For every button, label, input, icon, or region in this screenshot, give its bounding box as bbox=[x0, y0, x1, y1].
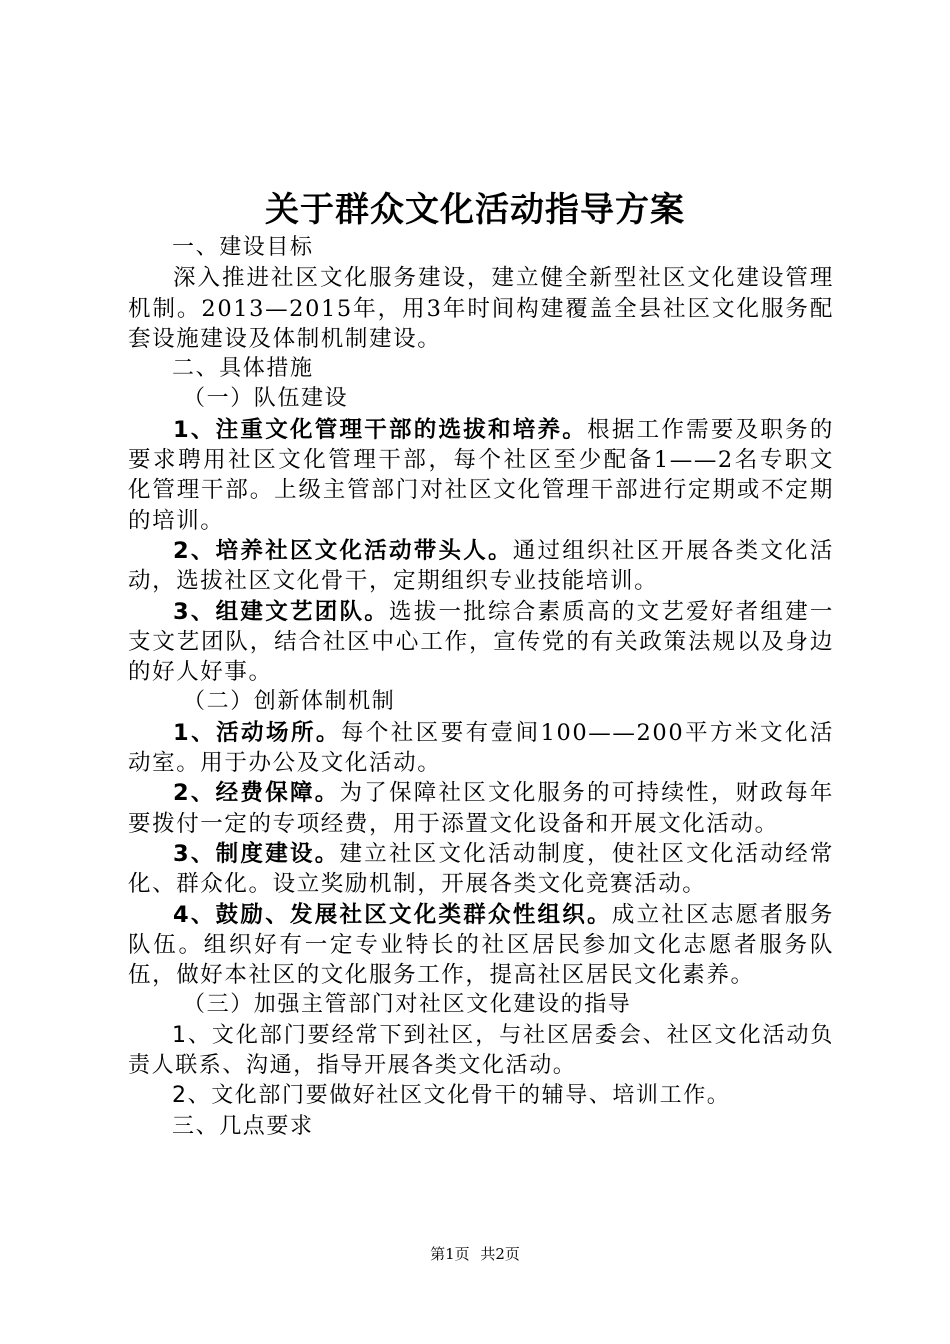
subsection-heading-guidance: （三）加强主管部门对社区文化建设的指导 bbox=[183, 992, 632, 1018]
paragraph-team-1 bbox=[128, 415, 834, 536]
page-total: 共2页 bbox=[480, 1245, 520, 1263]
paragraph-lead: 2、经费保障。 bbox=[173, 780, 340, 807]
paragraph-text: 为了保障社区文化服务的可持续性，财政每年要拨付一定的专项经费，用于添置文化设备和开展文化活动。 bbox=[128, 780, 834, 837]
subsection-heading-mechanism: （二）创新体制机制 bbox=[183, 689, 396, 715]
document-body bbox=[128, 233, 834, 1142]
paragraph-mechanism-4 bbox=[128, 900, 834, 991]
paragraph-team-3 bbox=[128, 597, 834, 688]
paragraph-team-2 bbox=[128, 536, 834, 597]
paragraph-mechanism-2 bbox=[128, 778, 834, 839]
page-number: 第1页 bbox=[430, 1245, 470, 1263]
section-heading-goals: 一、建设目标 bbox=[172, 235, 314, 260]
paragraph-text: 选拔一批综合素质高的文艺爱好者组建一支文艺团队，结合社区中心工作，宣传党的有关政策法规以及身边的好人好事。 bbox=[128, 598, 834, 686]
paragraph-text: 成立社区志愿者服务队伍。组织好有一定专业特长的社区居民参加文化志愿者服务队伍，做好本社区的文化服务工作，提高社区居民文化素养。 bbox=[128, 901, 834, 989]
paragraph-text: 建立社区文化活动制度，使社区文化活动经常化、群众化。设立奖励机制，开展各类文化竞赛活动。 bbox=[128, 840, 834, 898]
paragraph-lead: 2、培养社区文化活动带头人。 bbox=[173, 537, 513, 564]
paragraph-goals: 深入推进社区文化服务建设，建立健全新型社区文化建设管理机制。2013—2015年，用3年时间构建覆盖全县社区文化服务配套设施建设及体制机制建设。 bbox=[128, 265, 834, 352]
paragraph-mechanism-1 bbox=[128, 718, 834, 779]
section-heading-requirements: 三、几点要求 bbox=[172, 1113, 314, 1139]
section-heading-measures: 二、具体措施 bbox=[172, 356, 314, 382]
paragraph-mechanism-3 bbox=[128, 839, 834, 900]
paragraph-lead: 1、注重文化管理干部的选拔和培养。 bbox=[173, 416, 588, 443]
paragraph-lead: 3、制度建设。 bbox=[173, 840, 340, 867]
paragraph-lead: 3、组建文艺团队。 bbox=[173, 598, 389, 625]
paragraph-guidance-2: 2、文化部门要做好社区文化骨干的辅导、培训工作。 bbox=[172, 1083, 731, 1109]
paragraph-text: 通过组织社区开展各类文化活动，选拔社区文化骨干，定期组织专业技能培训。 bbox=[128, 537, 834, 595]
paragraph-lead: 1、活动场所。 bbox=[173, 719, 341, 746]
paragraph-text: 根据工作需要及职务的要求聘用社区文化管理干部，每个社区至少配备1——2名专职文化管理干部。上级主管部门对社区文化管理干部进行定期或不定期的培训。 bbox=[128, 416, 834, 534]
paragraph-guidance-1: 1、文化部门要经常下到社区，与社区居委会、社区文化活动负责人联系、沟通，指导开展各类文化活动。 bbox=[128, 1022, 834, 1079]
subsection-heading-team: （一）队伍建设 bbox=[183, 386, 349, 412]
paragraph-text: 每个社区要有壹间100——200平方米文化活动室。用于办公及文化活动。 bbox=[128, 719, 834, 777]
document-title: 关于群众文化活动指导方案 bbox=[265, 190, 685, 230]
page-footer bbox=[0, 1244, 950, 1264]
paragraph-lead: 4、鼓励、发展社区文化类群众性组织。 bbox=[173, 901, 612, 928]
